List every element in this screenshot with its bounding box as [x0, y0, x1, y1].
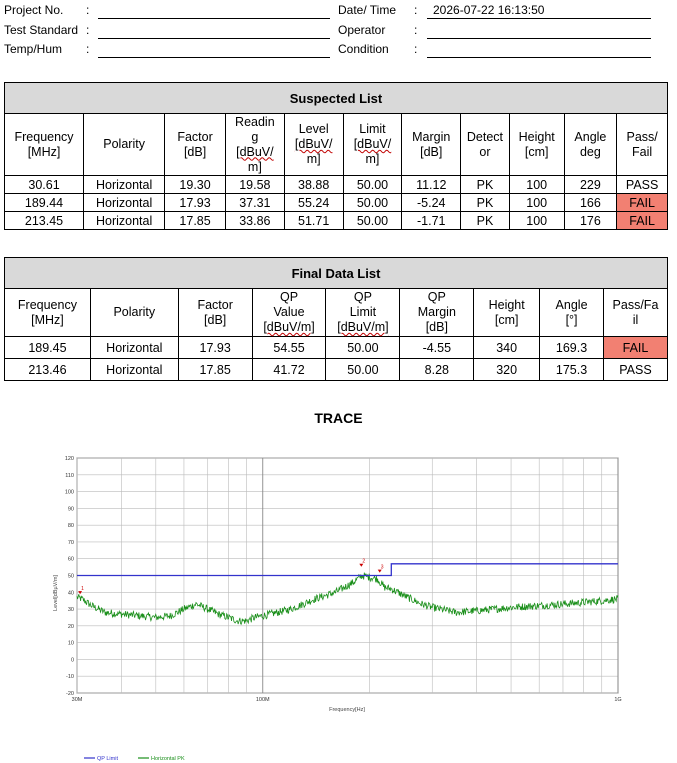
y-tick-label: 60	[67, 556, 74, 563]
cell-angle: 175.3	[540, 359, 604, 381]
cell-level: 38.88	[284, 176, 343, 194]
temp-field	[98, 43, 330, 58]
cell-qp-limit: 50.00	[326, 337, 400, 359]
y-tick-label: 80	[67, 523, 74, 530]
table-row	[5, 359, 668, 381]
cell-qp-limit: 50.00	[326, 359, 400, 381]
final-header-row	[5, 289, 668, 337]
y-tick-label: 110	[65, 472, 74, 479]
cell-frequency: 213.46	[5, 359, 91, 381]
suspected-list-table	[4, 82, 668, 230]
legend	[84, 756, 185, 762]
col-limit: Limit [dBuV/ m]	[343, 114, 402, 176]
col-height: Height [cm]	[474, 289, 540, 337]
col-angle: Angle deg	[564, 114, 617, 176]
col-level: Level [dBuV/ m]	[284, 114, 343, 176]
y-tick-label: -10	[66, 674, 74, 681]
cell-factor: 17.93	[178, 337, 252, 359]
y-axis-label: Level[dBµV/m]	[53, 575, 59, 611]
cell-factor: 17.85	[165, 212, 226, 230]
operator-field	[427, 24, 651, 39]
temp-label: Temp/Hum	[4, 42, 63, 56]
report-header	[0, 0, 677, 62]
cell-margin: -1.71	[402, 212, 461, 230]
y-tick-label: 0	[70, 657, 74, 664]
standard-field	[98, 24, 330, 39]
col-polarity: Polarity	[90, 289, 178, 337]
table-row	[5, 212, 668, 230]
col-detector: Detect or	[461, 114, 510, 176]
peak-marker-label: 2	[362, 558, 366, 565]
cell-angle: 229	[564, 176, 617, 194]
y-tick-label: 50	[67, 573, 74, 580]
x-tick-labels	[72, 697, 622, 703]
operator-label: Operator	[338, 23, 386, 37]
y-tick-label: 90	[67, 506, 74, 513]
cell-reading: 19.58	[225, 176, 284, 194]
suspected-header-row	[5, 114, 668, 176]
cell-level: 55.24	[284, 194, 343, 212]
cell-frequency: 213.45	[5, 212, 84, 230]
y-tick-label: 120	[64, 456, 74, 462]
condition-label: Condition	[338, 42, 389, 56]
standard-label: Test Standard	[4, 23, 79, 37]
table-row	[5, 194, 668, 212]
legend-qp-limit-label: QP Limit	[97, 756, 118, 762]
legend-horizontal-pk-label: Horizontal PK	[151, 756, 185, 762]
cell-height: 100	[509, 176, 564, 194]
project-label: Project No.	[4, 3, 64, 17]
x-tick-label: 100M	[255, 697, 270, 703]
col-pass-fail: Pass/Fa il	[603, 289, 667, 337]
col-height: Height [cm]	[509, 114, 564, 176]
cell-margin: 11.12	[402, 176, 461, 194]
condition-colon: :	[414, 42, 418, 56]
cell-margin: -5.24	[402, 194, 461, 212]
cell-reading: 37.31	[225, 194, 284, 212]
condition-field	[427, 43, 651, 58]
cell-detector: PK	[461, 212, 510, 230]
col-factor: Factor [dB]	[165, 114, 226, 176]
y-tick-label: 20	[67, 623, 74, 630]
cell-height: 100	[509, 194, 564, 212]
table-row	[5, 176, 668, 194]
cell-angle: 166	[564, 194, 617, 212]
cell-frequency: 189.45	[5, 337, 91, 359]
col-margin: Margin [dB]	[402, 114, 461, 176]
col-frequency: Frequency [MHz]	[5, 114, 84, 176]
col-polarity: Polarity	[84, 114, 165, 176]
cell-pass-fail: FAIL	[617, 212, 668, 230]
x-axis-label: Frequency[Hz]	[329, 707, 365, 713]
cell-angle: 169.3	[540, 337, 604, 359]
cell-detector: PK	[461, 194, 510, 212]
peak-marker-label: 3	[380, 564, 384, 571]
cell-polarity: Horizontal	[90, 359, 178, 381]
x-tick-label: 1G	[614, 697, 622, 703]
cell-reading: 33.86	[225, 212, 284, 230]
y-tick-label: 100	[64, 489, 74, 496]
suspected-list-title: Suspected List	[5, 83, 668, 114]
cell-height: 320	[474, 359, 540, 381]
cell-polarity: Horizontal	[90, 337, 178, 359]
col-pass-fail: Pass/ Fail	[617, 114, 668, 176]
project-colon: :	[86, 3, 90, 17]
datetime-label: Date/ Time	[338, 3, 397, 17]
datetime-colon: :	[414, 3, 418, 17]
cell-factor: 17.85	[178, 359, 252, 381]
cell-qp-value: 41.72	[252, 359, 326, 381]
cell-angle: 176	[564, 212, 617, 230]
cell-frequency: 30.61	[5, 176, 84, 194]
col-angle: Angle [°]	[540, 289, 604, 337]
y-tick-label: 70	[67, 539, 74, 546]
cell-qp-value: 54.55	[252, 337, 326, 359]
y-tick-label: 40	[67, 590, 74, 597]
cell-polarity: Horizontal	[84, 176, 165, 194]
cell-limit: 50.00	[343, 212, 402, 230]
cell-pass-fail: FAIL	[603, 337, 667, 359]
cell-factor: 19.30	[165, 176, 226, 194]
final-data-title: Final Data List	[5, 258, 668, 289]
y-tick-label: 10	[67, 640, 74, 647]
y-tick-label: 30	[67, 607, 74, 614]
datetime-value: 2026-07-22 16:13:50	[433, 3, 545, 17]
y-tick-labels	[65, 456, 74, 697]
final-data-table	[4, 257, 668, 381]
cell-limit: 50.00	[343, 194, 402, 212]
cell-detector: PK	[461, 176, 510, 194]
cell-pass-fail: PASS	[603, 359, 667, 381]
cell-limit: 50.00	[343, 176, 402, 194]
temp-colon: :	[86, 42, 90, 56]
trace-chart	[0, 448, 677, 763]
cell-factor: 17.93	[165, 194, 226, 212]
cell-qp-margin: 8.28	[400, 359, 474, 381]
x-tick-label: 30M	[71, 697, 83, 703]
table-row	[5, 337, 668, 359]
peak-marker-label: 1	[81, 586, 84, 593]
col-qp-limit: QP Limit [dBuV/m]	[326, 289, 400, 337]
cell-qp-margin: -4.55	[400, 337, 474, 359]
col-reading: Readin g [dBuV/ m]	[225, 114, 284, 176]
cell-polarity: Horizontal	[84, 194, 165, 212]
col-qp-value: QP Value [dBuV/m]	[252, 289, 326, 337]
trace-title: TRACE	[314, 410, 363, 426]
col-frequency: Frequency [MHz]	[5, 289, 91, 337]
cell-pass-fail: PASS	[617, 176, 668, 194]
cell-height: 100	[509, 212, 564, 230]
project-field	[98, 4, 330, 19]
cell-frequency: 189.44	[5, 194, 84, 212]
cell-level: 51.71	[284, 212, 343, 230]
col-factor: Factor [dB]	[178, 289, 252, 337]
standard-colon: :	[86, 23, 90, 37]
cell-height: 340	[474, 337, 540, 359]
col-qp-margin: QP Margin [dB]	[400, 289, 474, 337]
cell-polarity: Horizontal	[84, 212, 165, 230]
cell-pass-fail: FAIL	[617, 194, 668, 212]
y-tick-label: -20	[66, 691, 74, 697]
operator-colon: :	[414, 23, 418, 37]
